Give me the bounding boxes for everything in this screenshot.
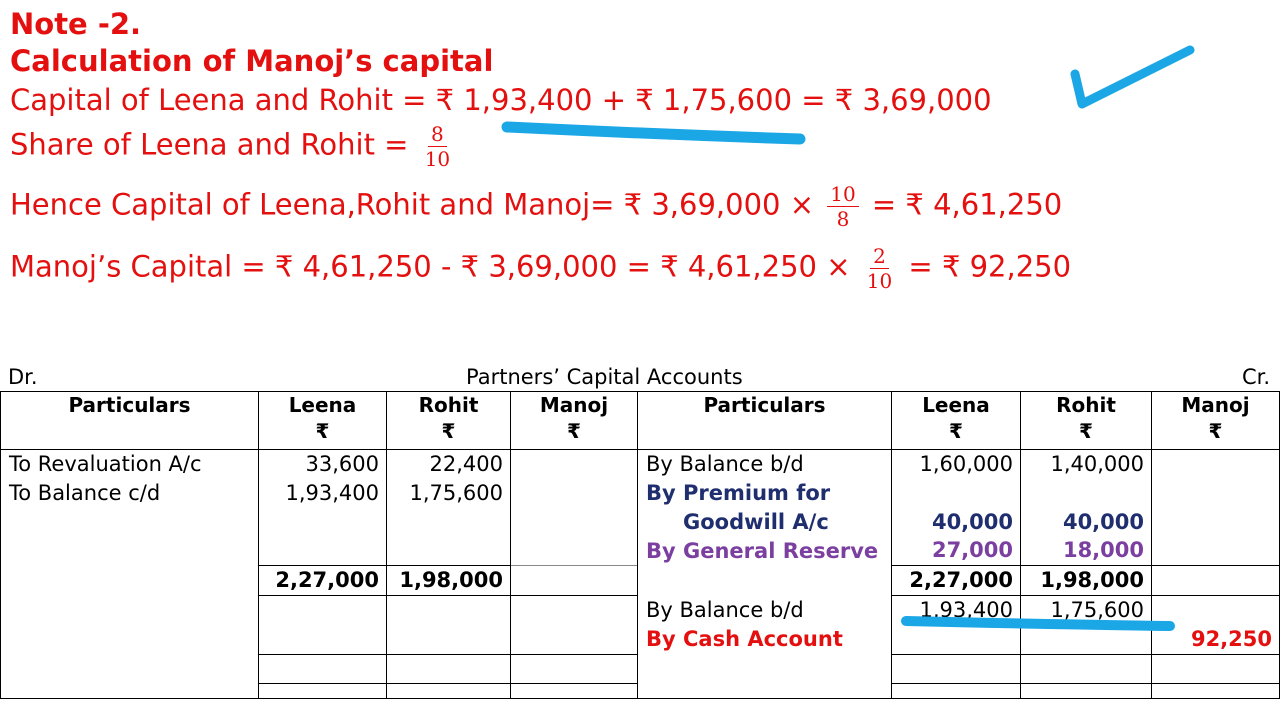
dr-leena xyxy=(259,625,387,654)
cr-rohit xyxy=(1021,625,1152,654)
cr-manoj-total xyxy=(1152,566,1280,596)
dr-particulars: To Revaluation A/c xyxy=(1,450,259,479)
dr-manoj-total xyxy=(511,566,638,596)
ledger-title: Partners’ Capital Accounts xyxy=(466,365,743,389)
header-particulars-cr: Particulars xyxy=(638,392,892,450)
dr-leena xyxy=(259,595,387,624)
cr-leena xyxy=(892,684,1021,699)
cr-leena: 1,93,400 xyxy=(892,595,1021,624)
dr-particulars xyxy=(1,684,259,699)
dr-manoj xyxy=(511,479,638,508)
dr-rohit xyxy=(387,625,511,654)
underline-annotation-capital xyxy=(507,127,800,139)
fraction-numerator: 10 xyxy=(827,182,858,207)
note-line-share xyxy=(10,122,457,171)
dr-particulars: To Balance c/d xyxy=(1,479,259,508)
cr-manoj-total xyxy=(1152,654,1280,684)
credit-label: Cr. xyxy=(1241,365,1270,389)
totals-row xyxy=(1,566,1280,596)
dr-rohit xyxy=(387,508,511,537)
cr-manoj xyxy=(1152,508,1280,537)
partners-capital-ledger xyxy=(0,391,1280,699)
manoj-capital-result: = ₹ 92,250 xyxy=(908,249,1072,284)
closing-totals-row xyxy=(1,654,1280,684)
dr-manoj xyxy=(511,536,638,565)
dr-rohit: 1,75,600 xyxy=(387,479,511,508)
fraction-denominator: 8 xyxy=(836,207,850,231)
dr-particulars xyxy=(1,508,259,537)
cr-manoj xyxy=(1152,479,1280,508)
cr-particulars: By Balance b/d xyxy=(638,450,892,479)
cr-rohit: 40,000 xyxy=(1021,508,1152,537)
table-row xyxy=(1,595,1280,624)
cr-rohit xyxy=(1021,684,1152,699)
dr-rohit xyxy=(387,536,511,565)
cr-particulars xyxy=(638,684,892,699)
cr-leena-total xyxy=(892,654,1021,684)
total-capital-result: = ₹ 4,61,250 xyxy=(871,187,1063,222)
cr-rohit: 18,000 xyxy=(1021,536,1152,565)
header-rohit-cr: Rohit ₹ xyxy=(1021,392,1152,450)
dr-leena: 33,600 xyxy=(259,450,387,479)
cr-particulars: By Premium for xyxy=(638,479,892,508)
dr-rohit-total: 1,98,000 xyxy=(387,566,511,596)
dr-manoj xyxy=(511,625,638,654)
cr-manoj: 92,250 xyxy=(1152,625,1280,654)
dr-leena: 1,93,400 xyxy=(259,479,387,508)
cr-leena-total: 2,27,000 xyxy=(892,566,1021,596)
cr-rohit: 1,75,600 xyxy=(1021,595,1152,624)
dr-leena xyxy=(259,536,387,565)
cr-manoj xyxy=(1152,684,1280,699)
note-title: Note -2. xyxy=(10,7,142,41)
header-particulars-dr: Particulars xyxy=(1,392,259,450)
dr-manoj xyxy=(511,508,638,537)
dr-manoj xyxy=(511,450,638,479)
cr-particulars xyxy=(638,654,892,684)
dr-particulars xyxy=(1,536,259,565)
dr-leena xyxy=(259,508,387,537)
dr-manoj xyxy=(511,684,638,699)
cr-rohit-total xyxy=(1021,654,1152,684)
dr-leena-total xyxy=(259,654,387,684)
header-manoj-cr: Manoj ₹ xyxy=(1152,392,1280,450)
checkmark-annotation xyxy=(1075,50,1190,104)
cr-particulars xyxy=(638,566,892,596)
cr-leena: 1,60,000 xyxy=(892,450,1021,479)
total-capital-fraction xyxy=(827,182,858,231)
debit-label: Dr. xyxy=(8,365,38,389)
manoj-capital-text: Manoj’s Capital = ₹ 4,61,250 - ₹ 3,69,000 = ₹ 4,61,250 × xyxy=(10,249,851,284)
dr-particulars xyxy=(1,566,259,596)
cr-manoj xyxy=(1152,450,1280,479)
fraction-denominator: 10 xyxy=(424,147,451,171)
header-leena-cr: Leena ₹ xyxy=(892,392,1021,450)
dr-manoj-total xyxy=(511,654,638,684)
dr-leena-total: 2,27,000 xyxy=(259,566,387,596)
dr-particulars xyxy=(1,654,259,684)
table-row xyxy=(1,450,1280,479)
cr-manoj xyxy=(1152,536,1280,565)
table-row xyxy=(1,508,1280,537)
cr-leena: 40,000 xyxy=(892,508,1021,537)
header-rohit-dr: Rohit ₹ xyxy=(387,392,511,450)
dr-leena xyxy=(259,684,387,699)
table-row xyxy=(1,479,1280,508)
share-fraction xyxy=(422,122,453,171)
dr-rohit: 22,400 xyxy=(387,450,511,479)
table-row-bottom xyxy=(1,684,1280,699)
cr-manoj xyxy=(1152,595,1280,624)
table-row xyxy=(1,625,1280,654)
note-line-capital: Capital of Leena and Rohit = ₹ 1,93,400 + ₹ 1,75,600 = ₹ 3,69,000 xyxy=(10,83,992,117)
cr-leena xyxy=(892,625,1021,654)
cr-particulars: By Cash Account xyxy=(638,625,892,654)
note-subtitle: Calculation of Manoj’s capital xyxy=(10,44,494,78)
cr-particulars: By General Reserve xyxy=(638,536,892,565)
cr-particulars: By Balance b/d xyxy=(638,595,892,624)
cr-particulars: Goodwill A/c xyxy=(638,508,892,537)
fraction-numerator: 2 xyxy=(870,244,889,269)
ledger-header-row xyxy=(1,392,1280,450)
dr-rohit xyxy=(387,595,511,624)
note-line-total-capital xyxy=(10,182,1062,231)
cr-rohit xyxy=(1021,479,1152,508)
note-line-manoj-capital xyxy=(10,244,1071,293)
cr-leena: 27,000 xyxy=(892,536,1021,565)
dr-rohit xyxy=(387,684,511,699)
manoj-capital-fraction xyxy=(864,244,895,293)
cr-leena xyxy=(892,479,1021,508)
dr-particulars xyxy=(1,625,259,654)
dr-particulars xyxy=(1,595,259,624)
share-text: Share of Leena and Rohit = xyxy=(10,127,409,162)
cr-rohit: 1,40,000 xyxy=(1021,450,1152,479)
total-capital-text: Hence Capital of Leena,Rohit and Manoj= ₹ 3,69,000 × xyxy=(10,187,815,222)
cr-rohit-total: 1,98,000 xyxy=(1021,566,1152,596)
dr-manoj xyxy=(511,595,638,624)
fraction-denominator: 10 xyxy=(866,269,893,293)
header-leena-dr: Leena ₹ xyxy=(259,392,387,450)
table-row xyxy=(1,536,1280,565)
header-manoj-dr: Manoj ₹ xyxy=(511,392,638,450)
dr-rohit-total xyxy=(387,654,511,684)
fraction-numerator: 8 xyxy=(428,122,447,147)
